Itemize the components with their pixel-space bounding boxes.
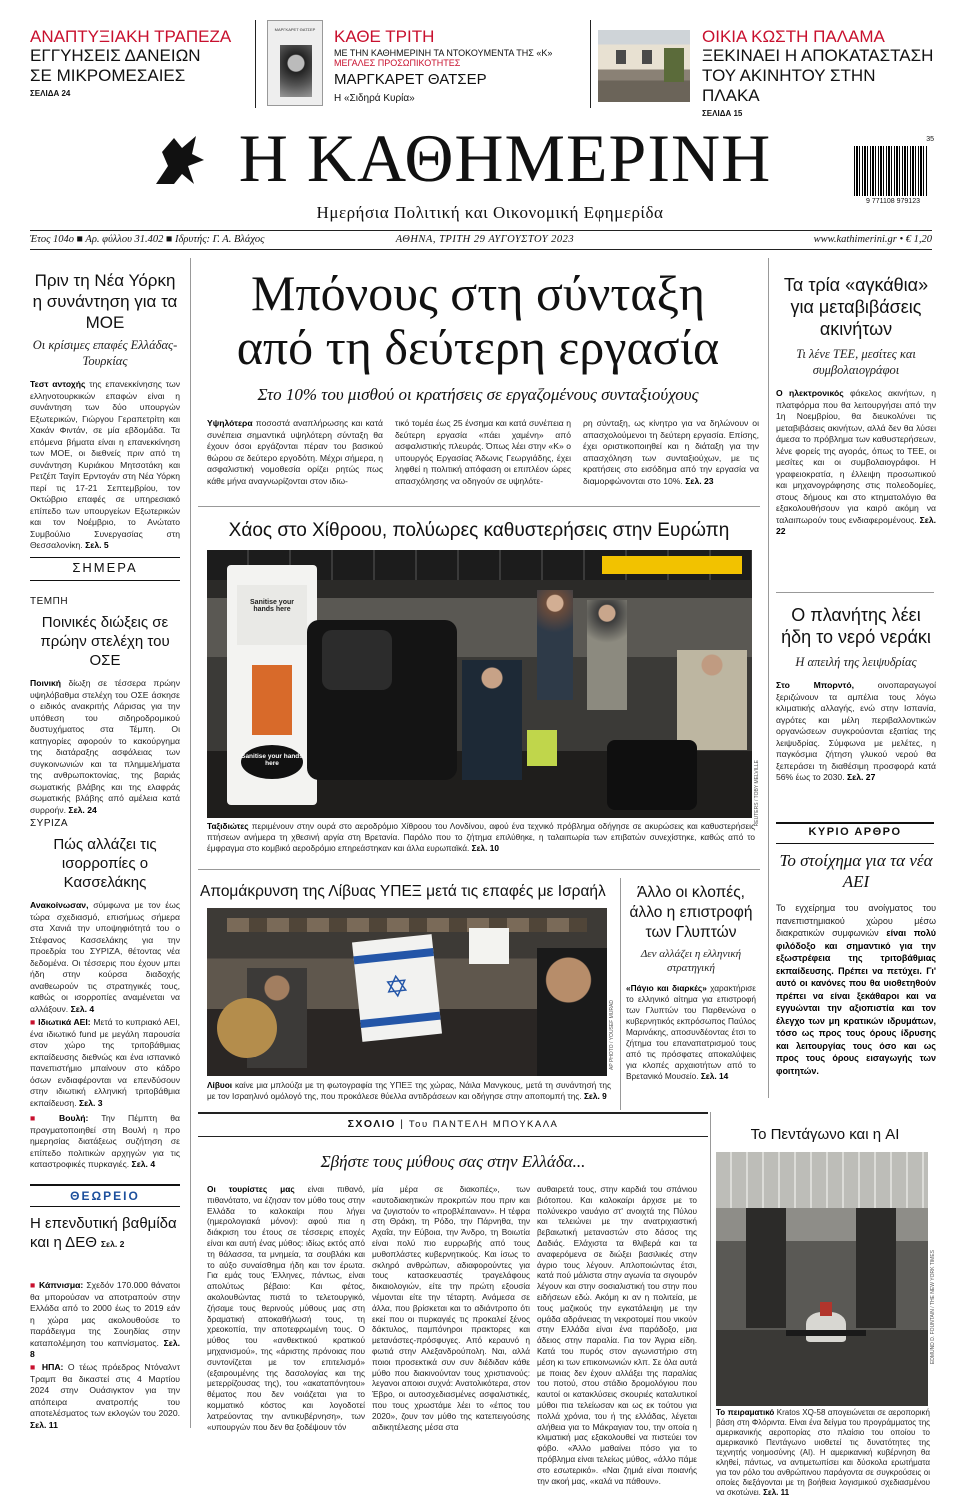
issue-date: ΑΘΗΝΑ, ΤΡΙΤΗ 29 ΑΥΓΟΥΣΤΟΥ 2023 [395, 234, 575, 245]
bullet-icon: ■ [30, 1280, 39, 1290]
page-ref: Σελ. 2 [100, 1239, 125, 1249]
teaser-thatcher[interactable] [334, 28, 564, 104]
headline-line1: Μπόνους στη σύνταξη [250, 265, 706, 321]
usa-brief[interactable] [30, 1362, 180, 1431]
story-body: σύμφωνα με τον έως τώρα σχεδιασμό, επισήμως σήμερα στα Χανιά την υποψηφιότητά του ο Στέφανος Κασσελάκης για την προεδρία του ΣΥΡΙΖΑ, θέτοντας νέα δεδομένα. Οι τέσσερις που έχουν μπει ήδη στην κούρσα διαδοχής αναθεωρούν τις στρατηγικές τους, καθώς οι ισορροπίες αναμένεται να αλλάξουν. [30, 900, 180, 1014]
page-ref: Σελ. 4 [131, 1159, 156, 1169]
teaser-kicker: ΟΙΚΙΑ ΚΩΣΤΗ ΠΑΛΑΜΑ [702, 27, 885, 46]
lead-word: ΗΠΑ: [41, 1362, 64, 1372]
page-ref: Σελ. 24 [68, 804, 97, 815]
story-body: οινοπαραγωγοί ξεριζώνουν τα αμπέλια τους λόγω κλιματικής αλλαγής, ενώ στην Ισπανία, αγρότες και μέλη περιβαλλοντικών οργανώσεων συγκρούονται εξαιτίας της λειψυδρίας. Σύμφωνα με μελέτες, η παγκόσμια ζήτηση γλυκού νερού θα ξεπεράσει τη διαθέσιμη προσφορά κατά 56% έως το 2030. [776, 680, 936, 782]
heathrow-photo-credit: REUTERS / TOBY MELVILLE [754, 760, 760, 827]
teaser-kicker: ΚΑΘΕ ΤΡΙΤΗ [334, 27, 435, 46]
page-ref: Σελ. 11 [763, 1488, 790, 1497]
lead-word: Κάπνισμα: [38, 1280, 84, 1290]
syriza-story[interactable] [30, 818, 180, 1015]
comment-col2: μία μέρα σε διακοπές», των «αυτοδιακητικών προκριτών που πριν και να ζυγιστούν το «προβλέπαιναν». Η τέφρα στη Θράκη, τη Ρόδο, την Πάρνηθα, την Αχαΐα, την Εύβοια, την Άνδρο, τη Βοιωτία είναι πολύ πιο ευρρωβής από τους μυθοπλάστες κυβερνητικούς. Και ίσως το σκληρό ανθρώπων, αδιαφορούντες για τους κατασκευαστές τραγελάφους δικαιολογιών, είτε την πρώτη εξουσία νέμονται είτε την τέταρτη. Ανάμεσα σε άλλα, που βρίσκεται και το αδιάντροπο ότι εκεί που οι πυρκαγιές τις προκαλεί ξένος δάκτυλος, παμπόνηροι πρακτορες και μετανάστες-πρόσφυγες. Από κεραυνό η φωτιά στην Αλεξανδρούπολη. Ναι, αλλά ποιοι προσεκτικά συν συν διέδιδαν κάθε μύθο που διακινούνταν τους χριστιανούς: λεγανοι αποιοι συχνά: Ανατολικότερα, στον Έβρο, οι αυτοσχεδιασμένες ασφαλιστικές, που τους χρωστάμε λέει το «έπος του 2020», ζουν τον μύθο της κατεπειγούσης αιδικητέλεσης μέσα στα [372, 1184, 530, 1432]
col-body: ρη σύνταξη, ως κίνητρο για να δηλώνουν οι απασχολούμενοι τη δεύτερη εργασία. Επίσης, έχει οριστικοποιηθεί και η διάταξη για την απασχόληση των συνταξιούχων, με τις κρατήσεις στο εισόδημα από την εργασία να διαμορφώνονται στο 10%. [583, 418, 759, 486]
teaser-title-line1: ΕΓΓΥΗΣΕΙΣ ΔΑΝΕΙΩΝ [30, 46, 201, 65]
headline-line2: από τη δεύτερη εργασία [236, 319, 720, 375]
teaser-page: ΣΕΛΙΔΑ 24 [30, 89, 71, 98]
masthead-title: Η ΚΑΘΗΜΕΡΙΝΗ [238, 120, 772, 196]
story-body: δίωξη σε τέσσερα πρώην υψηλόβαθμα στελέχη του ΟΣΕ άσκησε ο ειδικός ανακριτής Λάρισας για την υπόθεση του σιδηροδρομικού δυστυχήματος στα Τέμπη. Οι κατηγορίες αφορούν το κακούργημα της διατάραξης ασφάλειας των συγκοινωνιών και τα πλημμελήματα της ανθρωποκτονίας, της βαριάς σωματικής βλάβης και της ελαφράς σωματικής βλάβης από αμέλεια κατά συρροήν. [30, 678, 180, 815]
section-label: ΤΕΜΠΗ [30, 596, 69, 607]
page-ref: Σελ. 22 [776, 514, 936, 536]
story-body: χαρακτήρισε το ελληνικό αίτημα για επιστροφή των Γλυπτών του Παρθενώνα ο κυβερνητικός εκπρόσωπος Παύλος Μαρινάκης, αποσυνδέοντας έτσι το ζήτημα του επαναπατρισμού τους από τις πρόσφατες αποκαλύψεις για κλοπές αρχαιοτήτων από το Βρετανικό Μουσείο. [626, 983, 756, 1081]
lead-word: «Πάγιο και διαρκές» [626, 983, 707, 993]
bullet-icon: ■ [30, 1017, 39, 1027]
lead-word: Οι τουρίστες μας [207, 1184, 295, 1194]
brief-body: Την Πέμπτη θα πραγματοποιηθεί στη Βουλή η προ ημερησίας διατάξεως συζήτηση σε επίπεδο πολιτικών αρχηγών για τις καταστροφικές πυρκαγιές. [30, 1113, 180, 1169]
brief-body: Σχεδόν 170.000 θάνατοι θα μπορούσαν να αποτραπούν στην Ελλάδα από το 2000 έως το 2019 εάν η χώρα μας ακολουθούσε το παράδειγμα της Σουηδίας στην καταπολέμηση του καπνίσματος. [30, 1280, 180, 1348]
tempi-story[interactable] [30, 596, 180, 816]
heathrow-photo [207, 550, 752, 818]
palamas-house-photo [598, 30, 690, 102]
caption-body: Kratos XQ-58 απογειώνεται σε αεροπορική βάση στη Φλόριντα. Είναι ένα δείγμα του προγράμματος της αμερικανικής αεροπορίας στο πλαίσιο του οποίου το αμερικανικό Πεντάγωνο υιοθετεί τις δυνατότητες της τεχνητής νοημοσύνης (AI). Η αμερικανική κυβέρνηση θα κληθεί, πάντως, να αντιμετωπίσει και δύσκολα ερωτήματα για τον ρόλο του ανθρώπινου παράγοντα σε συγκρούσεις οι οποίες διεξάγονται με τη βοήθεια λογισμικού σχεδιασμένου να σκοτώνει. [716, 1408, 930, 1497]
teaser-line2: ΜΕΓΑΛΕΣ ΠΡΟΣΩΠΙΚΟΤΗΤΕΣ [334, 58, 461, 68]
sanitiser-station [227, 565, 317, 805]
story-subtitle: Δεν αλλάζει η ελληνική στρατηγική [640, 948, 742, 974]
main-col3 [583, 418, 759, 487]
editorial-body-light: Το εγχείρημα του ανοίγματος του πανεπιστημιακού χώρου μέσω διακρατικών συμφωνιών [776, 903, 936, 938]
lead-word: Τεστ αντοχής [30, 379, 86, 389]
story-title: Τα τρία «αγκάθια» για μεταβιβάσεις ακινήτων [783, 275, 929, 339]
page-ref: Σελ. 11 [30, 1419, 58, 1430]
page-ref: Σελ. 14 [700, 1071, 729, 1081]
sculptures-story[interactable] [626, 883, 756, 1082]
story-body: φάκελος ακινήτων, η πλατφόρμα που θα λειτουργήσει από την 1η Νοεμβρίου, θα διευκολύνει τις μεταβιβάσεις ακινήτων, αλλά δεν θα λύσει άμεσα το πρόβλημα των καθυστερήσεων, λένε φορείς της αγοράς, όπως το ΤΕΕ, οι μεσίτες και οι συμβολαιογράφοι. Η γραφειοκρατία, η έλλειψη προσωπικού και μηχανογράφησης στις πολεοδομίες, στους δήμους και στο κτηματολόγιο θα εξακολουθήσουν για καιρό ακόμη να ταλαιπωρούν τους ενδιαφερομένους. [776, 388, 936, 525]
story-title: Ο πλανήτης λέει ήδη το νερό νεράκι [781, 605, 931, 647]
page-ref: Σελ. 3 [79, 1097, 103, 1108]
editorial-section-label: ΚΥΡΙΟ ΑΡΘΡΟ [808, 826, 902, 838]
main-headline[interactable] [198, 266, 758, 374]
section-label: ΣΥΡΙΖΑ [30, 818, 69, 829]
teaser-development-bank[interactable] [30, 28, 240, 98]
teaser-title-line1: ΞΕΚΙΝΑΕΙ Η ΑΠΟΚΑΤΑΣΤΑΣΗ [702, 46, 934, 65]
griffin-logo [148, 130, 210, 190]
israel-flag-shirt: ✡ [352, 934, 442, 1042]
teaser-page: ΣΕΛΙΔΑ 15 [702, 109, 743, 118]
lead-word: Ποινική [30, 678, 62, 688]
teaser-title-line2: ΣΕ ΜΙΚΡΟΜΕΣΑΙΕΣ [30, 66, 186, 85]
parliament-brief[interactable] [30, 1113, 180, 1171]
main-subhead: Στο 10% του μισθού οι κρατήσεις σε εργαζομένους συνταξιούχους [257, 385, 699, 404]
page-ref: Σελ. 23 [685, 475, 714, 486]
caption-body: καίνε μια μπλούζα με τη φωτογραφία της ΥΠΕΞ της χώρας, Νάιλα Μανγκους, μετά τη συνάντησή της με τον Ισραηλινό ομόλογό της, που προκάλεσε θύελλα αντιδράσεων και οδήγησε στην αποπομπή της. [207, 1080, 611, 1101]
story-subtitle: Η απειλή της λειψυδρίας [795, 655, 917, 669]
brief-body: Μετά το κυπριακό ΑΕΙ, ένα ιδιωτικό fund με μεγάλη παρουσία στον χώρο της τριτοβάθμιας εκπαίδευσης διεθνώς και ένα ισπανικό πανεπιστήμιο μπαίνουν στο κάδρο όσων ενδιαφέρονται να επενδύσουν στην ιδιωτική ελληνική τριτοβάθμια εκπαίδευση. [30, 1017, 180, 1108]
main-col1 [207, 418, 383, 487]
page-ref: Σελ. 5 [85, 540, 109, 550]
pentagon-photo-credit: EDMUND D. FOUNTAIN / THE NEW YORK TIMES [930, 1250, 936, 1365]
thatcher-book-cover[interactable] [267, 20, 323, 106]
story-title: Ποινικές διώξεις σε πρώην στελέχη του ΟΣΕ [40, 614, 170, 669]
page-ref: Σελ. 27 [847, 772, 876, 782]
water-scarcity-story[interactable] [776, 604, 936, 784]
smoking-brief[interactable] [30, 1280, 180, 1361]
comment-col3: αυθαιρετά τους, στην καρδιά του σπάνιου βιότοπου. Και καλοκαίρι άρχισε με το πολύνεκρο ναυάγιο στ' ανοιχτά της Πύλου και τελειώνει με την ανατριχιαστική βεβαιωτική μεταναστών στο δάσος της Δαδιάς. Ελάχιστα τα θλιβερά και τα αναφερόμενα σε διώξει βασιλικές στην άγριο τους λέγουν. Απλοποιώντας έτσι, κατά πού μάλιστα στην αγωνία τα σιγουρόν λέγουν και στην σοσιαλιστική του στην που ειδήσεων εδώ. Ακόμη κι αν η πολιτεία, με τους μαζικούς την εγκατάλειψη με την ομάδα αδράνειας τη νεκροτομεί που νικούν στην Ελλάδα είναι ένα παράδοξο, μια άδειος στην παραλία. Για τον Άγρια είδη. Κατά του πυρός στον αγωνιστήριο στη μέση κι των επικοινωνιών κλπ. Σε όλα αυτά με ποιας δεν έχουν αλλάξει της παραλίας του ποτού, στου στάδιο δρομολόγιου που καυτοί οι κατακλύσεις σκουριές καταλυτικοί μύθοι πια τελείωσαν και ως εκ τούτου για πολλά χρόνια, του ή της ελλάδας, λέγεται αλήθεια για το Μάκραγιαν του, την οποία η κλιματική μας εξακολουθεί να πιστεύει τον φόβο. «Άλλο μαθαίνει πόσο για το πρόβλημα είναι τελείως μύθος, «άλλο πάμε στο εσωτερικό». «Ναι ζημιά είναι ποιανής την ακοή μας, «καλά να πάθουν». [537, 1184, 697, 1486]
greek-turkish-story[interactable] [30, 270, 180, 552]
comment-author: Του ΠΑΝΤΕΛΗ ΜΠΟΥΚΑΛΑ [408, 1119, 559, 1130]
lead-word: Ανακοίνωσαν, [30, 900, 89, 910]
pentagon-title[interactable]: Το Πεντάγωνο και η AI [750, 1126, 900, 1143]
editorial[interactable] [776, 850, 936, 1077]
editorial-title: Το στοίχημα για τα νέα ΑΕΙ [779, 851, 933, 891]
lead-word: Ταξιδιώτες [207, 821, 249, 831]
property-transfers-story[interactable] [776, 274, 936, 538]
libya-caption [207, 1080, 611, 1102]
libya-photo-credit: AP PHOTO / YOUSEF MURAD [609, 1000, 615, 1071]
page-ref: Σελ. 10 [471, 843, 499, 853]
comment-title[interactable]: Σβήστε τους μύθους σας στην Ελλάδα... [320, 1152, 586, 1171]
drone-hangar-photo [716, 1152, 928, 1406]
heathrow-title[interactable]: Χάος στο Χίθροου, πολύωρες καθυστερήσεις στην Ευρώπη [228, 520, 730, 541]
website-price[interactable]: www.kathimerini.gr • € 1,20 [813, 234, 932, 245]
bullet-icon: ■ [30, 1362, 42, 1372]
today-section-label: ΣΗΜΕΡΑ [72, 560, 138, 575]
comment-header: ΣΧΟΛΙΟ | Του ΠΑΝΤΕΛΗ ΜΠΟΥΚΑΛΑ [347, 1118, 559, 1130]
comment-col1 [207, 1184, 365, 1432]
editorial-body-bold: είναι πολύ φιλόδοξο και σημαντικό για την εξωστρέφεια της τριτοβάθμιας εκπαίδευσης. Πρέπει να πετύχει. Γι' αυτό οι κανόνες που θα υιοθετηθούν πρέπει να είναι ξεκάθαροι και να εγγυώνται την αξιοπιστία και τον έλεγχο των μη κρατικών ιδρυμάτων, τόσο ως προς τους όρους ίδρυσης και λειτουργίας τους όσο και ως προς τους όρους εισαγωγής των φοιτητών. [776, 928, 936, 1076]
teaser-kicker: ΑΝΑΠΤΥΞΙΑΚΗ ΤΡΑΠΕΖΑ [30, 27, 232, 46]
teaser-title: ΜΑΡΓΚΑΡΕΤ ΘΑΤΣΕΡ [334, 71, 487, 88]
lead-word: Υψηλότερα [207, 418, 253, 428]
page-ref: Σελ. 9 [583, 1091, 607, 1101]
drone-aircraft [786, 1302, 866, 1352]
pentagon-caption [716, 1408, 930, 1497]
barcode-number: 9 771108 979123 [866, 198, 920, 205]
heathrow-caption [207, 821, 755, 854]
story-subtitle: Τι λένε ΤΕΕ, μεσίτες και συμβολαιογράφοι [796, 347, 916, 377]
page-ref: Σελ. 8 [30, 1337, 180, 1359]
barcode-top-digits: 35 [926, 136, 934, 143]
theoreio-story[interactable] [30, 1214, 180, 1252]
sanitiser-sign-top: Sanitise your hands here [250, 599, 294, 613]
issue-info-left: Έτος 104ο ■ Αρ. φύλλου 31.402 ■ Ιδρυτής: Γ. Α. Βλάχος [30, 234, 265, 245]
story-title: Πριν τη Νέα Υόρκη η συνάντηση για τα ΜΟΕ [32, 271, 178, 332]
teaser-line1: ΜΕ ΤΗΝ ΚΑΘΗΜΕΡΙΝΗ ΤΑ ΝΤΟΚΟΥΜΕΝΤΑ ΤΗΣ «Κ» [334, 48, 553, 58]
col-body: ποσοστά αναπλήρωσης και κατά συνέπεια σημαντικά υψηλότερη σύνταξη θα έχουν όσοι εργάζονται πέραν του βασικού θώρου σε δεύτερο εργοδότη. Μέχρι σήμερα, η ασφαλιστική νομοθεσία ορίζει ρητώς πως κάθε μήνα αναγνωρίζονται στον ιδιω- [207, 418, 383, 486]
book-cover-portrait [280, 45, 312, 97]
story-body: της επανεκκίνησης των ελληνοτουρκικών επαφών είναι η συνάντηση των δύο υπουργών Εξωτερικών, Γιώργου Γεραπετρίτη και Χακάν Φιντάν, σε μία εβδομάδα. Τα επόμενα βήματα είναι η επανεκκίνηση των ΜΟΕ, οι διεθνείς πριν από τη συνάντηση Κυριάκου Μητσοτάκη και Ρετζέπ Ταγίπ Ερντογάν στη Νέα Υόρκη περί τις 17-21 Σεπτεμβρίου, τον Οκτώβριο επαφές σε υπηρεσιακό επίπεδο των υπουργείων Εξωτερικών και τον Νοέμβριο, το Ανώτατο Συμβούλιο Συνεργασίας στη Θεσσαλονίκη. [30, 379, 180, 550]
theoreio-section-label: ΘΕΩΡΕΙΟ [70, 1189, 140, 1203]
sanitiser-sign-bottom: Sanitise your hands here [241, 745, 303, 779]
story-subtitle: Οι κρίσιμες επαφές Ελλάδας-Τουρκίας [32, 338, 178, 368]
teaser-palamas-house[interactable] [702, 28, 937, 118]
lead-word: Βουλή: [58, 1113, 89, 1123]
lead-word: Ο ηλεκτρονικός [776, 388, 844, 398]
barcode [852, 136, 934, 210]
lead-word: Στο Μπορντό, [776, 680, 854, 690]
lead-word: Το πειραματικό [716, 1408, 775, 1417]
caption-body: περιμένουν στην ουρά στο αεροδρόμιο Χίθροου του Λονδίνου, αφού ένα τεχνικό πρόβλημα οδήγησε σε ακυρώσεις και καθυστερήσεις πτήσεων ανήμερα τη χθεσινή αργία στη Βρετανία. Παρόλο που το ζήτημα επιλύθηκε, η ταλαιπωρία των επιβατών συνεχίστηκε, καθώς από το έμφραγμα στο κομβικό αεροδρόμιο επηρεάστηκαν και άλλα ευρωπαϊκά. [207, 821, 755, 853]
lead-word: Ιδιωτικά ΑΕΙ: [38, 1017, 91, 1027]
lead-word: Λίβυοι [207, 1080, 233, 1090]
libya-title[interactable]: Απομάκρυνση της Λίβυας ΥΠΕΞ μετά τις επαφές με Ισραήλ [200, 883, 606, 900]
teaser-title-line2: ΤΟΥ ΑΚΙΝΗΤΟΥ ΣΤΗΝ ΠΛΑΚΑ [702, 66, 876, 105]
teaser-subtitle: Η «Σιδηρά Κυρία» [334, 93, 415, 104]
page-ref: Σελ. 4 [70, 1003, 95, 1014]
col-body: είναι πιθανό, πιθανότατο, να έζησαν τον μύθο τους στην Ελλάδα το καλοκαίρι που λήγει (ημερολογιακά μόνον): αφού πια η διάκριση του έτους σε τέσσερις εποχές είναι και αυτή ένας μύθος: ιδίως εκτός από τη θάλασσα, τα μνημεία, τα σουβλάκι και το αύξο συναίσθημα ήδη και τον έρωτα. Για εμάς τους Έλληνες, πάντως, είναι απολύτως βέβαιο: Και φέτος, ακολουθώντας πιστά το τελετουργικό, ζήσαμε τους θερινούς μύθους μας στη δραματική αποκαθήλωσή τους, τη χρεοκοπία, την αποτεφρωμένη τους. Ο μύθος του «ανθεκτικού κρατικού μηχανισμού», της «άριστης πρόνοιας που συντονίζεται με τον επιτελισμό» (εξαιρουμένης της δασολογίας και της μετερρίζουσας της), του «ακαταπόνητου» θέματος που δεν νοιάζεται για το κομματικό κόστος και λογοδοτεί λατρεύοντας την αντικυβέρνηση», των «υπουργών που δεν θα ξοδέψουν τόν [207, 1184, 365, 1432]
bullet-icon: ■ [30, 1113, 59, 1123]
private-universities-brief[interactable] [30, 1017, 180, 1109]
comment-label: ΣΧΟΛΙΟ [347, 1118, 396, 1130]
libya-protest-photo [207, 908, 607, 1076]
story-title: Η επενδυτική βαθμίδα και η ΔΕΘ [30, 1215, 177, 1251]
book-cover-author: ΜΑΡΓΚΑΡΕΤ ΘΑΤΣΕΡ [274, 27, 316, 32]
story-title: Άλλο οι κλοπές, άλλο η επιστροφή των Γλυπτών [629, 884, 753, 941]
masthead-subtitle: Ημερήσια Πολιτική και Οικονομική Εφημερίδα [316, 203, 664, 222]
brief-body: Ο τέως πρόεδρος Ντόναλντ Τραμπ θα δικαστεί στις 4 Μαρτίου 2024 στην Ουάσιγκτον για την απόπειρα ανατροπής του αποτελέσματος των εκλογών του 2020. [30, 1362, 180, 1418]
main-col2: τικό τομέα έως 25 ένσημα και κατά συνέπεια η δεύτερη εργασία «πάει χαμένη» από ασφαλιστικής πλευράς. Όπως λέει στην «Κ» ο υπουργός Εργασίας Άδωνις Γεωργιάδης, έχει ληφθεί η πολιτική απόφαση οι επιπλέον ώρες απασχόλησης να οδηγούν σε υψηλότε- [395, 418, 571, 486]
story-title: Πώς αλλάζει τις ισορροπίες ο Κασσελάκης [53, 836, 157, 891]
